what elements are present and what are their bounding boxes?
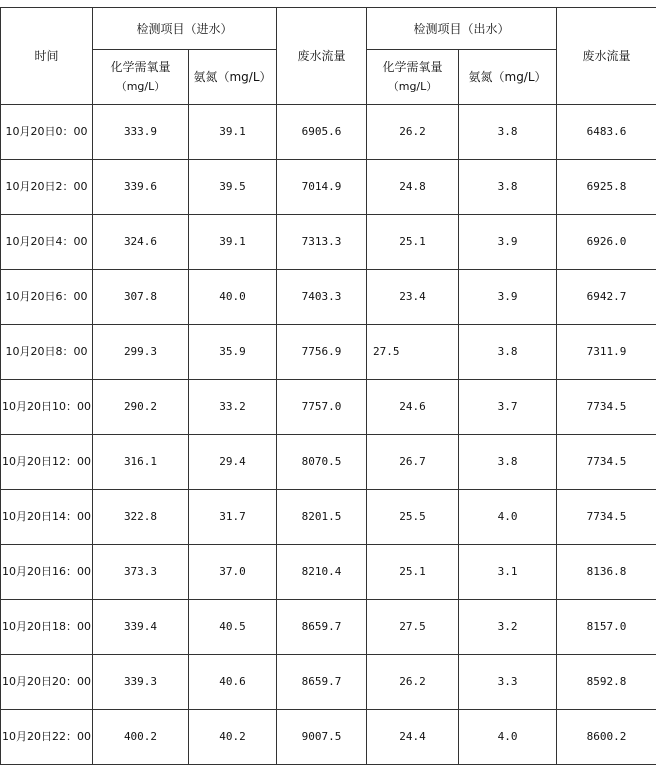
cell-nh3-in: 40.2 xyxy=(189,710,277,765)
cell-time: 10月20日2：00 xyxy=(1,160,93,215)
cell-flow-in: 8659.7 xyxy=(277,655,367,710)
table-row xyxy=(1,215,656,270)
cell-cod-out: 27.5 xyxy=(367,325,459,380)
table-row xyxy=(1,380,656,435)
cell-nh3-in: 29.4 xyxy=(189,435,277,490)
cell-flow-in: 8201.5 xyxy=(277,490,367,545)
header-cod-in xyxy=(93,50,189,105)
cell-cod-out: 25.5 xyxy=(367,490,459,545)
cell-time: 10月20日18：00 xyxy=(1,600,93,655)
cell-cod-in: 316.1 xyxy=(93,435,189,490)
cell-nh3-out: 3.9 xyxy=(459,215,557,270)
cell-cod-in: 324.6 xyxy=(93,215,189,270)
cell-nh3-in: 40.5 xyxy=(189,600,277,655)
cell-flow-in: 7757.0 xyxy=(277,380,367,435)
cell-time: 10月20日0：00 xyxy=(1,105,93,160)
cell-flow-out: 6925.8 xyxy=(557,160,656,215)
cell-cod-out: 26.2 xyxy=(367,655,459,710)
cell-nh3-in: 39.1 xyxy=(189,215,277,270)
table-row xyxy=(1,160,656,215)
cell-flow-out: 8157.0 xyxy=(557,600,656,655)
header-flow-out: 废水流量 xyxy=(557,8,656,105)
table-row xyxy=(1,270,656,325)
cell-nh3-out: 3.8 xyxy=(459,105,557,160)
cell-nh3-out: 3.2 xyxy=(459,600,557,655)
cell-cod-in: 322.8 xyxy=(93,490,189,545)
cell-nh3-in: 35.9 xyxy=(189,325,277,380)
cell-time: 10月20日22：00 xyxy=(1,710,93,765)
cell-flow-out: 6926.0 xyxy=(557,215,656,270)
table-row xyxy=(1,490,656,545)
cell-time: 10月20日10：00 xyxy=(1,380,93,435)
cell-flow-out: 7734.5 xyxy=(557,490,656,545)
cell-cod-in: 373.3 xyxy=(93,545,189,600)
cell-cod-in: 299.3 xyxy=(93,325,189,380)
cell-flow-out: 8600.2 xyxy=(557,710,656,765)
cell-cod-in: 339.6 xyxy=(93,160,189,215)
table-row xyxy=(1,545,656,600)
cell-cod-out: 24.4 xyxy=(367,710,459,765)
cell-flow-out: 7311.9 xyxy=(557,325,656,380)
cell-cod-out: 25.1 xyxy=(367,215,459,270)
cell-nh3-out: 3.7 xyxy=(459,380,557,435)
cell-nh3-out: 4.0 xyxy=(459,490,557,545)
cell-time: 10月20日16：00 xyxy=(1,545,93,600)
cell-flow-in: 7313.3 xyxy=(277,215,367,270)
cell-cod-in: 339.3 xyxy=(93,655,189,710)
cell-cod-out: 24.8 xyxy=(367,160,459,215)
cell-cod-in: 400.2 xyxy=(93,710,189,765)
table-row xyxy=(1,435,656,490)
cell-cod-out: 25.1 xyxy=(367,545,459,600)
cell-nh3-out: 3.8 xyxy=(459,160,557,215)
header-cod-out-label: 化学需氧量 xyxy=(382,60,443,74)
cell-nh3-in: 40.0 xyxy=(189,270,277,325)
header-row-top xyxy=(1,8,656,50)
cell-cod-out: 24.6 xyxy=(367,380,459,435)
cell-time: 10月20日12：00 xyxy=(1,435,93,490)
cell-cod-in: 290.2 xyxy=(93,380,189,435)
cell-nh3-in: 37.0 xyxy=(189,545,277,600)
cell-flow-in: 8070.5 xyxy=(277,435,367,490)
table-row xyxy=(1,600,656,655)
cell-nh3-in: 33.2 xyxy=(189,380,277,435)
cell-nh3-in: 39.5 xyxy=(189,160,277,215)
cell-flow-in: 8210.4 xyxy=(277,545,367,600)
header-cod-out-unit: （mg/L） xyxy=(387,80,438,93)
cell-flow-in: 7756.9 xyxy=(277,325,367,380)
cell-time: 10月20日4：00 xyxy=(1,215,93,270)
cell-flow-in: 6905.6 xyxy=(277,105,367,160)
cell-flow-out: 8136.8 xyxy=(557,545,656,600)
cell-nh3-out: 3.9 xyxy=(459,270,557,325)
cell-time: 10月20日6：00 xyxy=(1,270,93,325)
cell-nh3-out: 3.8 xyxy=(459,325,557,380)
table-row xyxy=(1,105,656,160)
cell-nh3-out: 3.8 xyxy=(459,435,557,490)
cell-cod-out: 27.5 xyxy=(367,600,459,655)
header-nh3-out: 氨氮（mg/L） xyxy=(459,50,557,105)
header-flow-in: 废水流量 xyxy=(277,8,367,105)
cell-cod-out: 26.7 xyxy=(367,435,459,490)
header-cod-in-label: 化学需氧量 xyxy=(110,60,171,74)
cell-cod-out: 26.2 xyxy=(367,105,459,160)
cell-flow-in: 9007.5 xyxy=(277,710,367,765)
cell-cod-in: 333.9 xyxy=(93,105,189,160)
cell-time: 10月20日14：00 xyxy=(1,490,93,545)
header-nh3-in: 氨氮（mg/L） xyxy=(189,50,277,105)
cell-cod-in: 307.8 xyxy=(93,270,189,325)
cell-nh3-in: 31.7 xyxy=(189,490,277,545)
cell-flow-in: 7403.3 xyxy=(277,270,367,325)
cell-time: 10月20日8：00 xyxy=(1,325,93,380)
table-row xyxy=(1,325,656,380)
cell-flow-in: 8659.7 xyxy=(277,600,367,655)
cell-nh3-in: 40.6 xyxy=(189,655,277,710)
cell-flow-in: 7014.9 xyxy=(277,160,367,215)
header-cod-out xyxy=(367,50,459,105)
table-row xyxy=(1,655,656,710)
cell-flow-out: 6483.6 xyxy=(557,105,656,160)
wastewater-monitoring-table xyxy=(0,7,656,765)
table-row xyxy=(1,710,656,765)
cell-nh3-out: 3.3 xyxy=(459,655,557,710)
cell-cod-out: 23.4 xyxy=(367,270,459,325)
header-cod-in-unit: （mg/L） xyxy=(115,80,166,93)
cell-cod-in: 339.4 xyxy=(93,600,189,655)
cell-flow-out: 7734.5 xyxy=(557,380,656,435)
header-group-inflow: 检测项目（进水） xyxy=(93,8,277,50)
cell-nh3-out: 3.1 xyxy=(459,545,557,600)
header-time: 时间 xyxy=(1,8,93,105)
header-group-outflow: 检测项目（出水） xyxy=(367,8,557,50)
cell-flow-out: 6942.7 xyxy=(557,270,656,325)
cell-flow-out: 7734.5 xyxy=(557,435,656,490)
cell-nh3-in: 39.1 xyxy=(189,105,277,160)
cell-nh3-out: 4.0 xyxy=(459,710,557,765)
cell-time: 10月20日20：00 xyxy=(1,655,93,710)
cell-flow-out: 8592.8 xyxy=(557,655,656,710)
